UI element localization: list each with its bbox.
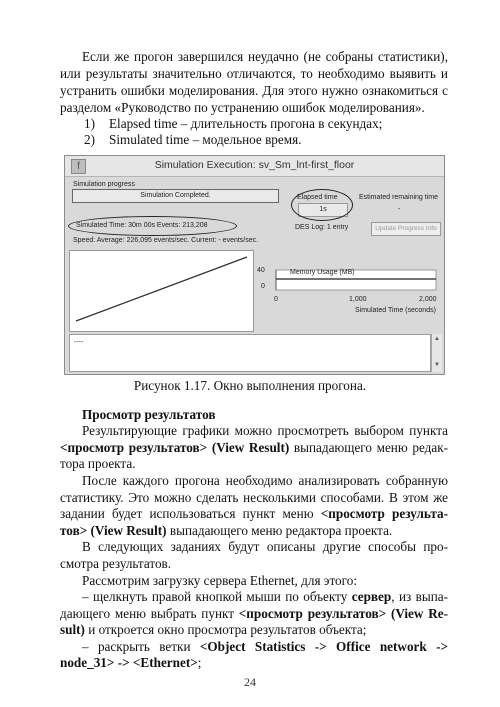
highlight-ellipse xyxy=(68,216,237,236)
list-item-number: 1) xyxy=(84,116,95,131)
paragraph-line: смотра результатов. xyxy=(60,556,172,571)
page-number: 24 xyxy=(244,675,256,689)
paragraph-line: Если же прогон завершился неудачно (не собраны статистики), xyxy=(82,49,448,64)
app-icon: f xyxy=(71,159,86,174)
list-item: Elapsed time – длительность прогона в секундах; xyxy=(109,116,383,131)
scroll-up-icon[interactable]: ▲ xyxy=(434,336,440,342)
paragraph-line: тов> (View Result) выпадающего меню редактора проекта. xyxy=(60,523,393,538)
x-axis-label: Simulated Time (seconds) xyxy=(355,307,436,314)
des-log-status: DES Log: 1 entry xyxy=(295,224,349,231)
x-tick-label: 1,000 xyxy=(349,296,367,303)
console-scrollbar[interactable] xyxy=(431,334,442,372)
highlight-ellipse xyxy=(291,189,353,221)
memory-usage-label: Memory Usage (MB) xyxy=(290,269,355,276)
memory-chart-pane xyxy=(255,250,440,330)
elapsed-time-value: 1s xyxy=(319,206,327,213)
paragraph-line: или результаты значительно отличаются, то необходимо выявить и xyxy=(60,66,448,81)
paragraph-line: <просмотр результатов> (View Result) выпадающего меню редак- xyxy=(60,440,448,455)
paragraph-line: – раскрыть ветки <Object Statistics -> Office network -> xyxy=(82,639,448,654)
paragraph-line: дающего меню выбрать пункт <просмотр результатов> (View Re- xyxy=(60,606,448,621)
update-progress-button[interactable]: Update Progress Info xyxy=(371,222,441,236)
list-item: Simulated time – модельное время. xyxy=(109,132,302,147)
console-pane xyxy=(69,334,431,372)
simulated-time-events: Simulated Time: 30m 00s Events: 213,208 xyxy=(76,222,208,229)
events-line xyxy=(76,257,247,321)
progress-group-label: Simulation progress xyxy=(73,181,135,188)
section-heading: Просмотр результатов xyxy=(82,407,216,422)
figure-caption: Рисунок 1.17. Окно выполнения прогона. xyxy=(133,378,367,393)
y-tick-label: 40 xyxy=(257,267,265,274)
list-item-number: 2) xyxy=(84,132,95,147)
paragraph-line: После каждого прогона необходимо анализировать собранную xyxy=(82,473,448,488)
window-title: Simulation Execution: sv_Sm_lnt-first_floor xyxy=(154,159,355,171)
events-chart-pane xyxy=(69,250,254,332)
paragraph-line: node_31> -> <Ethernet>; xyxy=(60,655,202,670)
paragraph-line: тора проекта. xyxy=(60,456,136,471)
y-tick-label: 0 xyxy=(261,283,265,290)
memory-chart xyxy=(255,250,440,330)
paragraph-line: – щелкнуть правой кнопкой мыши по объекту сервер, из выпа- xyxy=(82,589,448,604)
simulation-execution-window xyxy=(64,155,445,375)
paragraph-line: В следующих заданиях будут описаны другие способы про- xyxy=(82,539,448,554)
x-tick-label: 0 xyxy=(274,296,278,303)
paragraph-line: Рассмотрим загрузку сервера Ethernet, для этого: xyxy=(82,573,357,588)
paragraph-line: задании будет использоваться пункт меню <просмотр результа- xyxy=(60,506,448,521)
remaining-time-value: - xyxy=(397,206,401,213)
paragraph-line: sult) и откроется окно просмотра результатов объекта; xyxy=(60,622,367,637)
speed-text: Speed: Average: 226,095 events/sec. Current: - events/sec. xyxy=(73,237,259,244)
events-chart xyxy=(70,251,253,331)
paragraph-line: Результирующие графики можно просмотреть выбором пункта xyxy=(82,423,448,438)
x-tick-label: 2,000 xyxy=(419,296,437,303)
paragraph-line: разделом «Руководство по устранению ошибок моделирования». xyxy=(60,100,425,115)
status-text: Simulation Completed. xyxy=(140,192,211,199)
paragraph-line: устранить ошибки моделирования. Для этого нужно ознакомиться с xyxy=(60,83,448,98)
remaining-time-label: Estimated remaining time xyxy=(359,194,438,201)
console-text: ---- xyxy=(74,339,84,346)
scroll-down-icon[interactable]: ▼ xyxy=(434,362,440,368)
title-bar xyxy=(65,156,444,177)
paragraph-line: статистику. Это можно сделать несколькими способами. В этом же xyxy=(60,490,448,505)
elapsed-time-label: Elapsed time xyxy=(297,194,338,201)
